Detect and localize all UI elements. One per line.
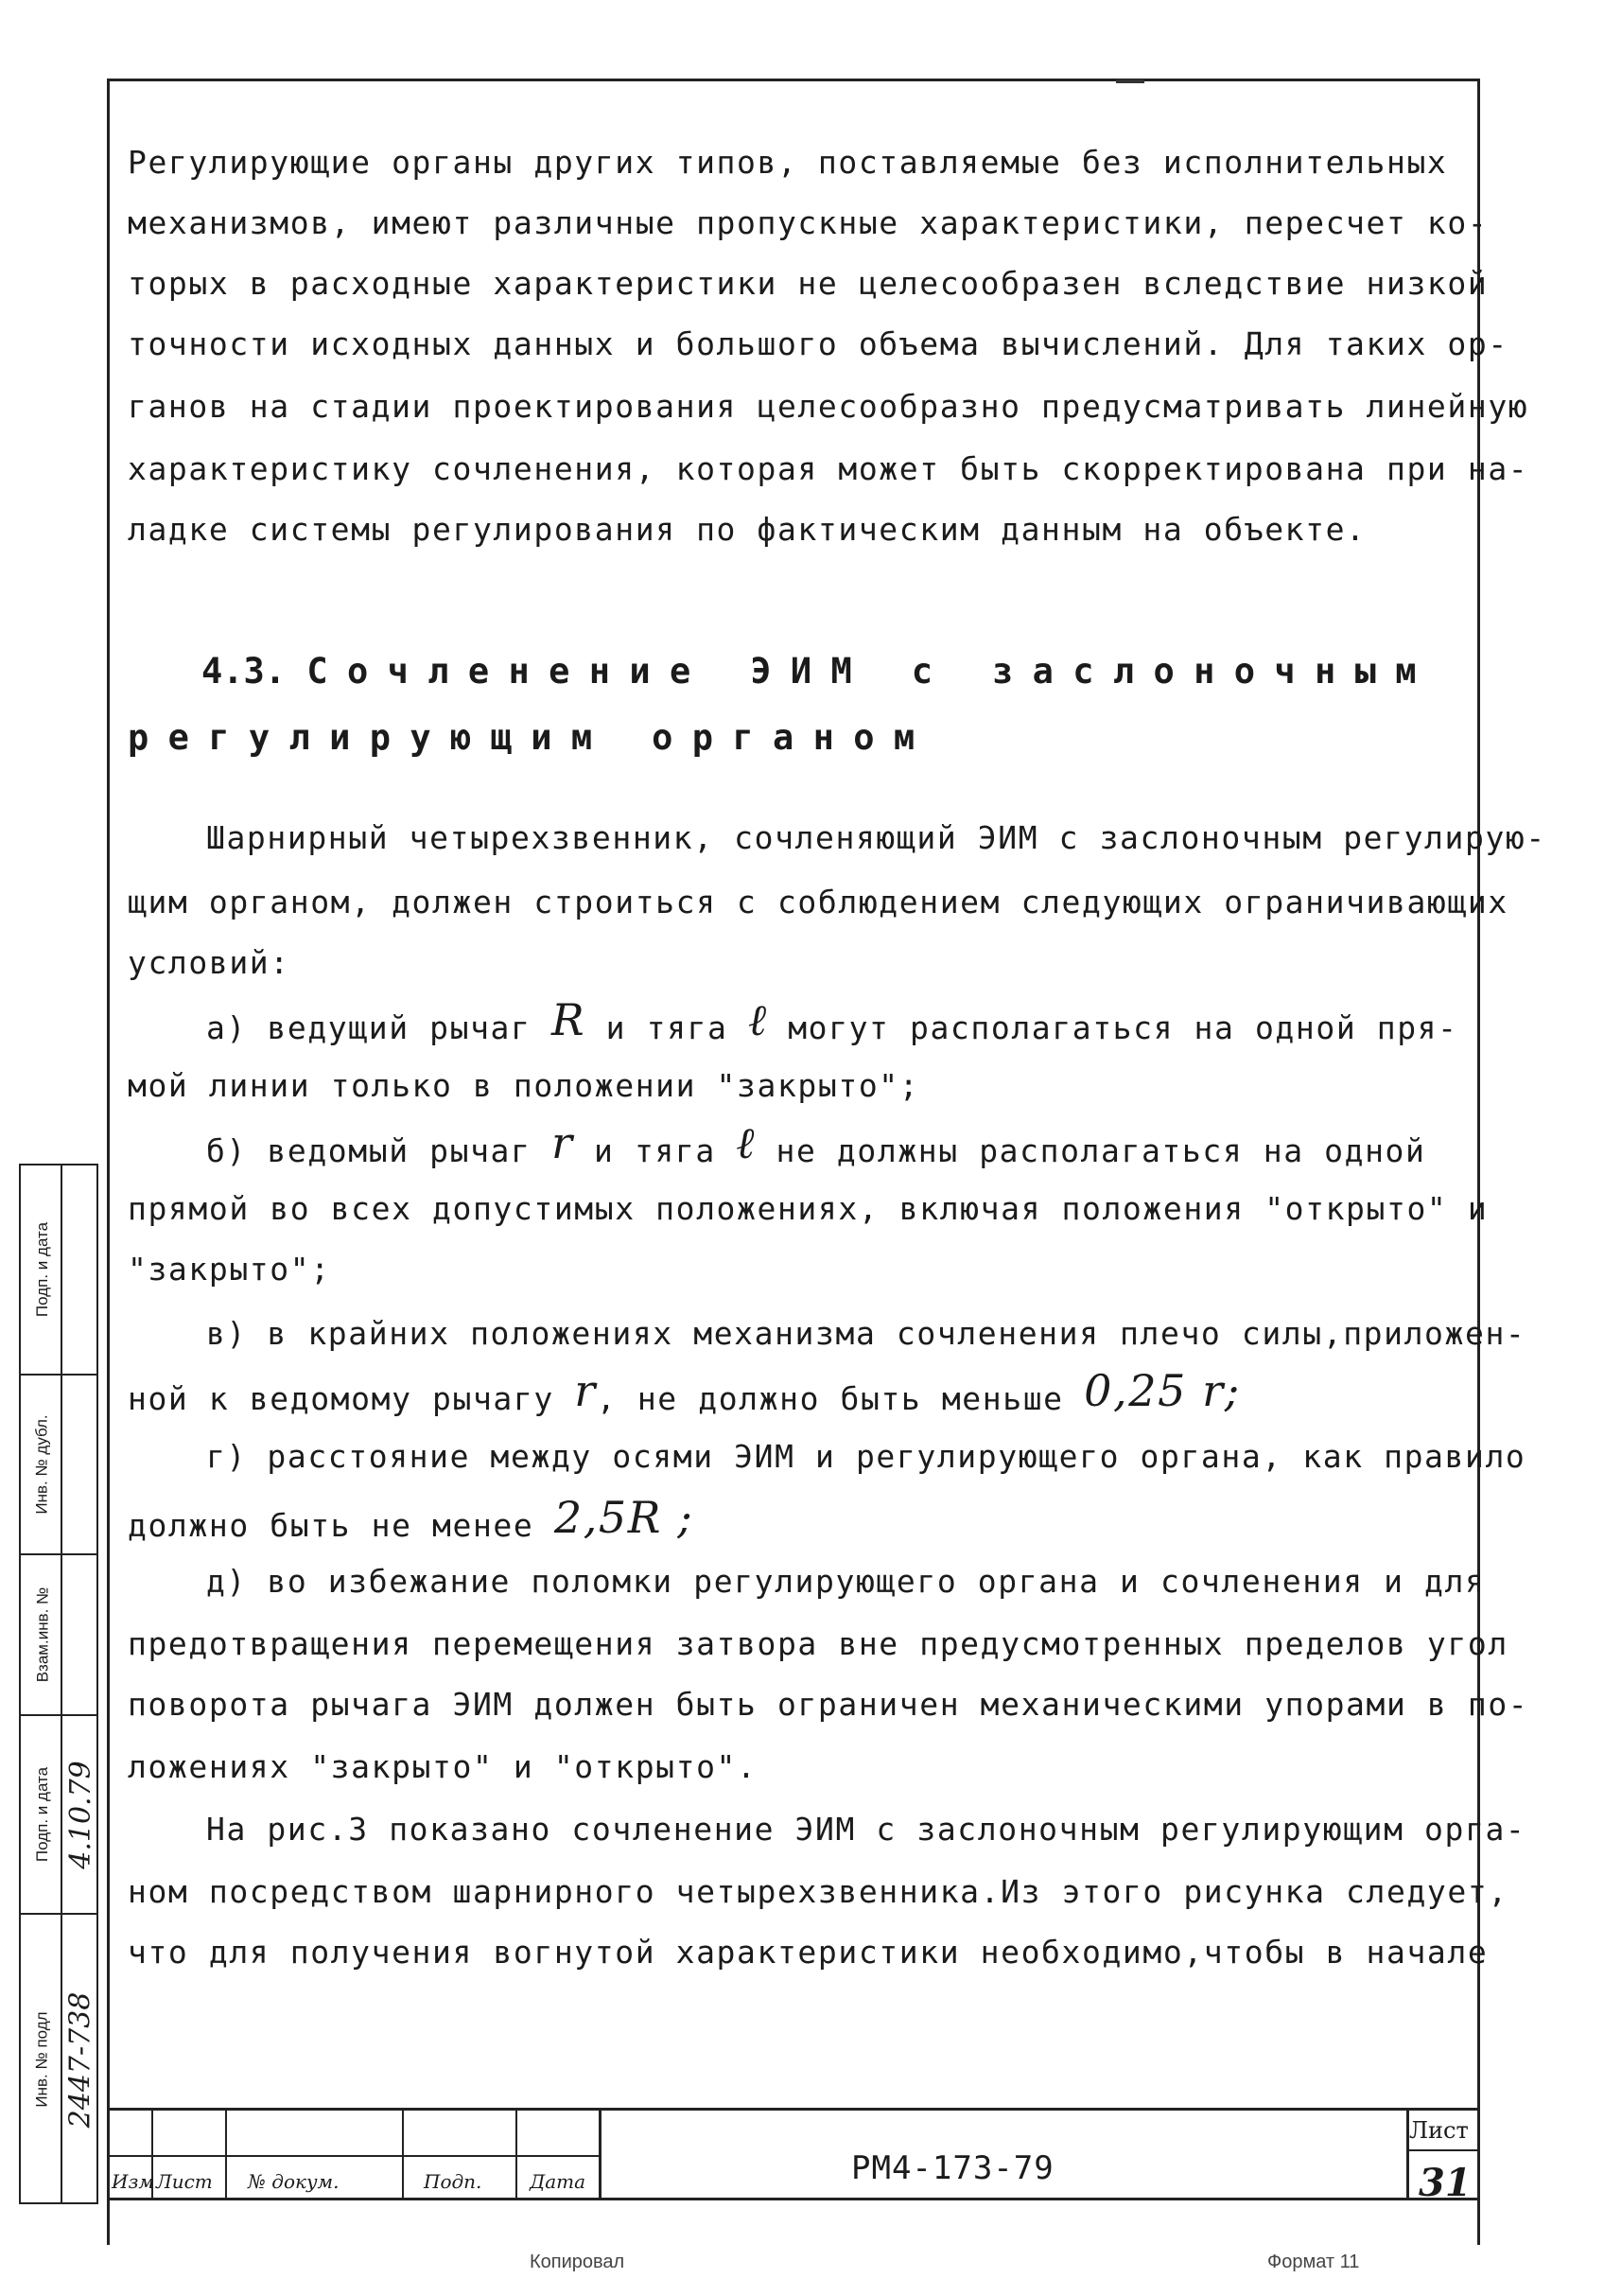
footer-format: Формат 11 bbox=[1267, 2252, 1360, 2272]
stamp-label: Подп. и дата bbox=[33, 1766, 52, 1863]
item-g-line2 bbox=[128, 1492, 694, 1545]
text-line: "закрыто"; bbox=[128, 1251, 331, 1288]
text-line: ганов на стадии проектирования целесообразно предусматривать линейную bbox=[128, 388, 1529, 425]
title-col-label: № докум. bbox=[248, 2170, 340, 2193]
stamp-label: Подп. и дата bbox=[33, 1221, 52, 1318]
handwritten-r: r bbox=[550, 1117, 574, 1168]
text-line: точности исходных данных и большого объема вычислений. Для таких ор- bbox=[128, 325, 1508, 362]
text-line: механизмов, имеют различные пропускные характеристики, пересчет ко- bbox=[128, 204, 1489, 241]
title-col-label: Лист bbox=[156, 2170, 213, 2193]
title-block-line bbox=[402, 2108, 404, 2198]
item-v-line2 bbox=[128, 1365, 1241, 1418]
text-line: в) в крайних положениях механизма сочленения плечо силы,приложен- bbox=[206, 1315, 1526, 1352]
text-line: д) во избежание поломки регулирующего органа и сочленения и для bbox=[206, 1563, 1486, 1600]
title-block-line bbox=[107, 2198, 1480, 2200]
stamp-sign-date: 4.10.79 bbox=[63, 1760, 97, 1869]
title-block-line bbox=[225, 2108, 227, 2198]
text-line: условий: bbox=[128, 944, 290, 981]
title-block-line bbox=[107, 2155, 599, 2157]
text-line: предотвращения перемещения затвора вне предусмотренных пределов угол bbox=[128, 1625, 1508, 1662]
handwritten-value: 0,25 r; bbox=[1084, 1365, 1241, 1416]
title-block-top-line bbox=[107, 2108, 1480, 2111]
text-line: ложениях "закрыто" и "открыто". bbox=[128, 1748, 758, 1785]
title-block-line bbox=[1406, 2149, 1480, 2151]
text-line: прямой во всех допустимых положениях, включая положения "открыто" и bbox=[128, 1190, 1489, 1227]
item-a-text: а) ведущий рычаг bbox=[206, 1009, 532, 1046]
item-g-text: должно быть не менее bbox=[128, 1507, 534, 1544]
item-v-text: ной к ведомому рычагу bbox=[128, 1380, 554, 1417]
handwritten-l: ℓ bbox=[736, 1117, 757, 1168]
section-number: 4.3. bbox=[201, 651, 287, 692]
handwritten-r: r bbox=[574, 1365, 597, 1416]
text-line: Регулирующие органы других типов, поставляемые без исполнительных bbox=[128, 144, 1448, 181]
handwritten-l: ℓ bbox=[747, 994, 768, 1045]
item-a-text: могут располагаться на одной пря- bbox=[788, 1009, 1458, 1046]
text-line: г) расстояние между осями ЭИМ и регулирующего органа, как правило bbox=[206, 1438, 1526, 1475]
text-line: ном посредством шарнирного четырехзвенника.Из этого рисунка следует, bbox=[128, 1873, 1508, 1910]
handwritten-R: R bbox=[550, 994, 586, 1045]
text-line: поворота рычага ЭИМ должен быть ограничен механическими упорами в по- bbox=[128, 1686, 1529, 1723]
title-col-label: Изм bbox=[112, 2170, 154, 2193]
stamp-label: Инв. № дубл. bbox=[33, 1414, 51, 1515]
item-b-text: не должны располагаться на одной bbox=[776, 1132, 1426, 1169]
document-code: РМ4-173-79 bbox=[851, 2149, 1055, 2187]
title-col-label: Дата bbox=[530, 2170, 586, 2193]
text-line: На рис.3 показано сочленение ЭИМ с заслоночным регулирующим орга- bbox=[206, 1811, 1526, 1848]
stamp-label: Взам.инв. № bbox=[33, 1586, 52, 1683]
item-b-text: и тяга bbox=[594, 1132, 716, 1169]
item-b-text: б) ведомый рычаг bbox=[206, 1132, 532, 1169]
text-line: что для получения вогнутой характеристики необходимо,чтобы в начале bbox=[128, 1934, 1489, 1971]
text-line: характеристику сочленения, которая может быть скорректирована при на- bbox=[128, 450, 1529, 487]
text-line: мой линии только в положении "закрыто"; bbox=[128, 1067, 920, 1104]
top-mark bbox=[1116, 79, 1144, 83]
handwritten-value: 2,5R ; bbox=[553, 1492, 694, 1543]
text-line: ладке системы регулирования по фактическим данным на объекте. bbox=[128, 511, 1367, 548]
text-line: щим органом, должен строиться с соблюдением следующих ограничивающих bbox=[128, 884, 1508, 920]
sheet-number: 31 bbox=[1419, 2161, 1472, 2205]
sheet-label: Лист bbox=[1409, 2117, 1469, 2144]
stamp-inv-number: 2447-738 bbox=[63, 1991, 97, 2128]
footer-copied: Копировал bbox=[530, 2252, 625, 2272]
item-a-line1 bbox=[206, 994, 1458, 1047]
section-heading-line2: регулирующим органом bbox=[128, 717, 934, 758]
item-b-line1 bbox=[206, 1117, 1426, 1170]
title-col-label: Подп. bbox=[424, 2170, 482, 2193]
item-v-text: , не должно быть меньше bbox=[596, 1380, 1064, 1417]
section-heading-line1 bbox=[201, 653, 1436, 691]
margin-stamp bbox=[19, 1164, 98, 2204]
section-title-part1: Сочленение ЭИМ с заслоночным bbox=[306, 651, 1436, 692]
text-line: торых в расходные характеристики не целесообразен вследствие низкой bbox=[128, 265, 1489, 302]
text-line: Шарнирный четырехзвенник, сочленяющий ЭИМ с заслоночным регулирую- bbox=[206, 819, 1546, 856]
item-a-text: и тяга bbox=[605, 1009, 728, 1046]
stamp-label: Инв. № подл bbox=[33, 2011, 52, 2108]
title-block-line bbox=[599, 2108, 602, 2198]
title-block-line bbox=[515, 2108, 517, 2198]
